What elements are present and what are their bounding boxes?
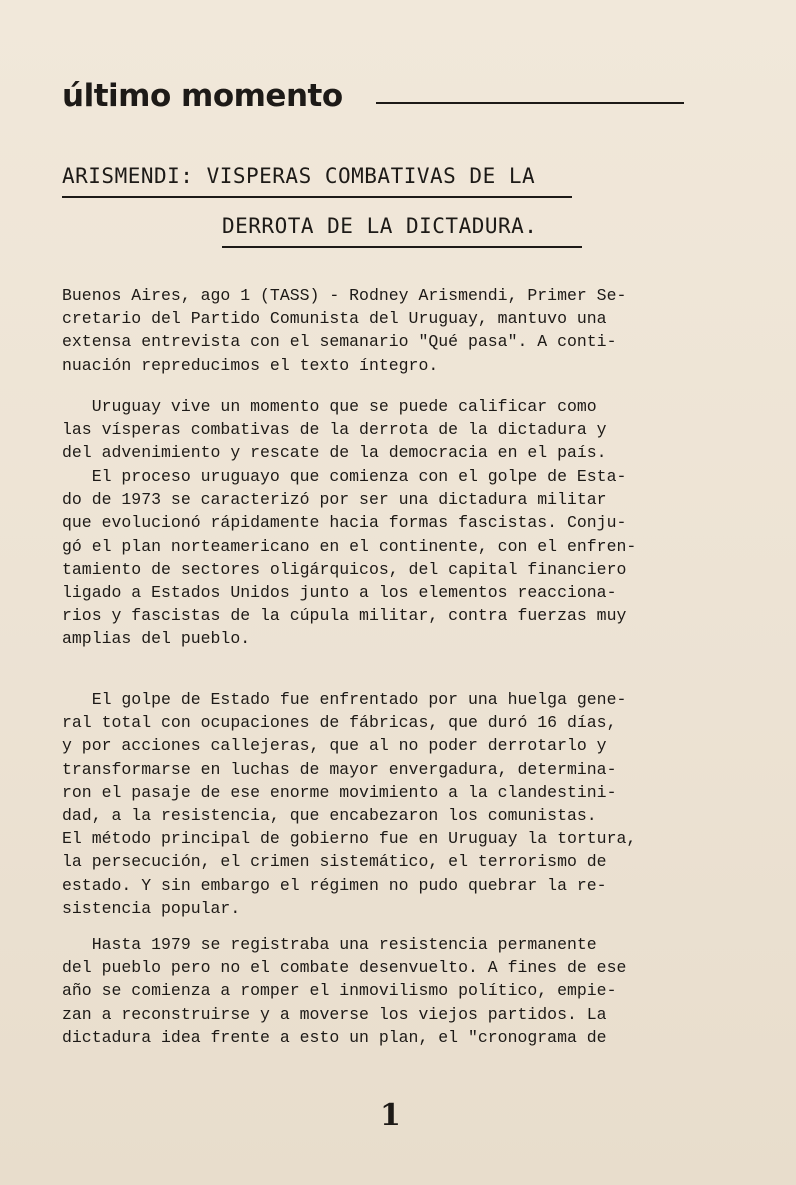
paragraph: Hasta 1979 se registraba una resistencia permanente del pueblo pero no el combate desenvuelto. A fines de ese año se comienza a romper el inmovilismo político, empie- zan a reconstruirse y a moverse los viejos partidos. La dictadura idea frente a esto un plan, el "cronograma de: [62, 935, 627, 1047]
headline-underline-2: [222, 246, 582, 248]
paragraph: El golpe de Estado fue enfrentado por una huelga gene- ral total con ocupaciones de fábricas, que duró 16 días, y por acciones callejeras, que al no poder derrotarlo y transformarse en luchas de mayor envergadura, determina- ron el pasaje de ese enorme movimiento a la clandestini- dad, a la resistencia, que encabezaron los comunistas. El método principal de gobierno fue en Uruguay la tortura, la persecución, el crimen sistemático, el terrorismo de estado. Y sin embargo el régimen no pudo quebrar la re- sistencia popular.: [62, 690, 637, 918]
paragraph: Uruguay vive un momento que se puede calificar como las vísperas combativas de la derrota de la dictadura y del advenimiento y rescate de la democracia en el país.: [62, 397, 607, 463]
headline-underline-1: [62, 196, 572, 198]
headline-line-1: ARISMENDI: VISPERAS COMBATIVAS DE LA: [62, 164, 536, 188]
headline-line-2: DERROTA DE LA DICTADURA.: [222, 214, 538, 238]
paragraph-dateline: Buenos Aires, ago 1 (TASS) - Rodney Arismendi, Primer Se- cretario del Partido Comunista del Uruguay, mantuvo una extensa entrevista con el semanario "Qué pasa". A conti- nuación repreducimos el texto íntegro.: [62, 286, 627, 375]
title-rule: [376, 102, 684, 104]
page-number: 1: [380, 1098, 401, 1133]
section-title: último momento: [62, 78, 343, 114]
paragraph: El proceso uruguayo que comienza con el golpe de Esta- do de 1973 se caracterizó por ser una dictadura militar que evolucionó rápidamente hacia formas fascistas. Conju- gó el plan norteamericano en el continente, con el enfren- tamiento de sectores oligárquicos, del capital financiero ligado a Estados Unidos junto a los elementos reacciona- rios y fascistas de la cúpula militar, contra fuerzas muy amplias del pueblo.: [62, 467, 637, 649]
